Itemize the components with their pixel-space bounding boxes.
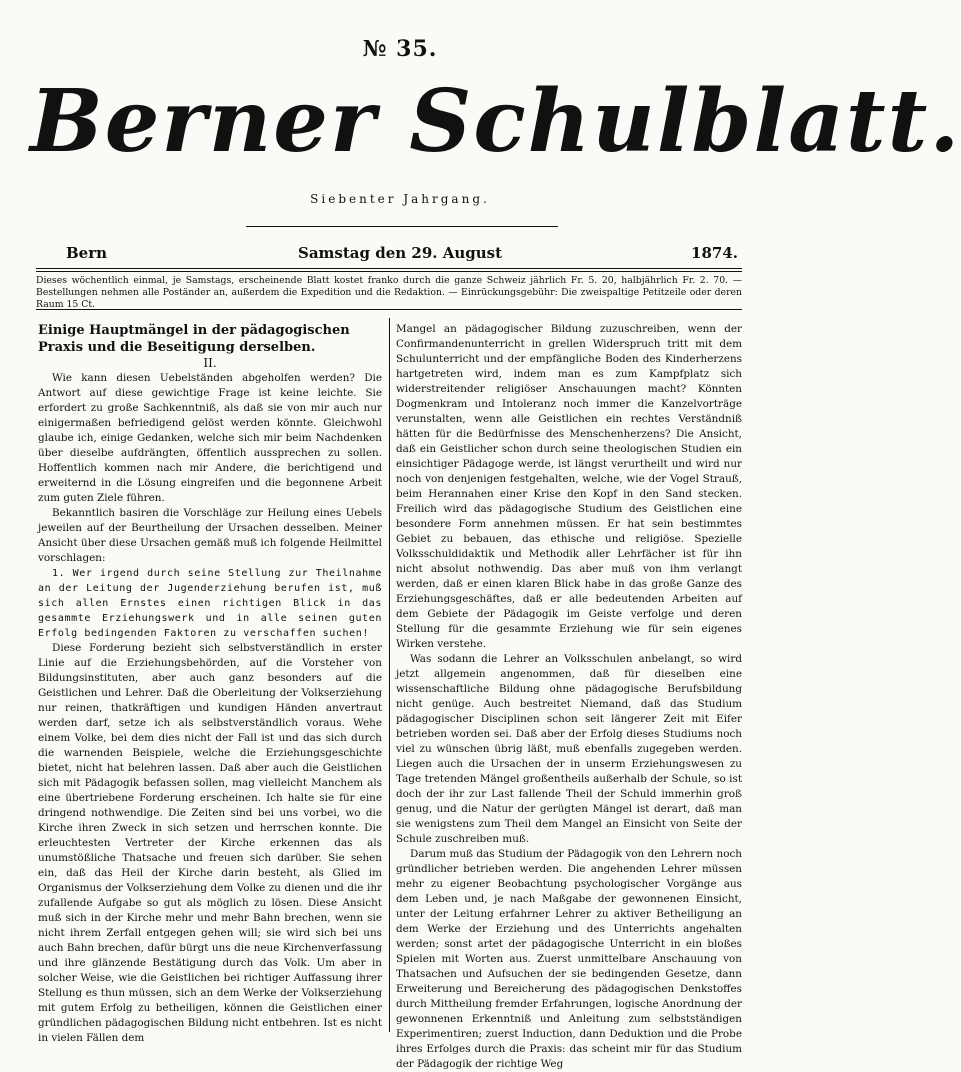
dateline — [66, 244, 738, 264]
article-column-left — [38, 322, 382, 1042]
paragraph: Darum muß das Studium der Pädagogik von den Lehrern noch gründlicher betrieben werden. Die angehenden Lehrer müssen mehr zu eigener Beobachtung psychologischer Vorgänge aus dem Leben und, je nach Maßgabe der gewonnenen Einsicht, unter der Leitung erfahrner Lehrer zu aktiver Betheiligung an dem Werke der Erziehung und des Unterrichts angehalten werden; sonst artet der pädagogische Unterricht in ein bloßes Spielen mit Worten aus. Zuerst unmittelbare Anschauung von Thatsachen und Aufsuchen der sie bedingenden Gesetze, dann Erweiterung und Bereicherung des pädagogischen Denkstoffes durch Mittheilung fremder Erfahrungen, logische Anordnung der gewonnenen Erkenntniß und Anleitung zum selbstständigen Experimentiren; zuerst Induction, dann Deduktion und die Probe ihres Erfolges durch die Praxis: das scheint mir für das Studium der Pädagogik der richtige Weg — [396, 848, 742, 1070]
rule-top-2 — [36, 271, 742, 272]
paragraph: Diese Forderung bezieht sich selbstverständlich in erster Linie auf die Erziehungsbehörden, auf die Vorsteher von Bildungsinstituten, aber auch ganz besonders auf die Geistlichen und Lehrer. Daß die Oberleitung der Volkserziehung nur reinen, thatkräftigen und kundigen Händen anvertraut werden darf, setze ich als selbstverständlich voraus. Wehe einem Volke, bei dem dies nicht der Fall ist und das sich durch die warnenden Beispiele, welche die Erziehungsgeschichte bietet, nicht hat belehren lassen. Daß aber auch die Geistlichen sich mit Pädagogik befassen sollen, mag vielleicht Manchem als eine übertriebene Forderung erscheinen. Ich halte sie für eine dringend nothwendige. Die Zeiten sind bei uns vorbei, wo die Kirche ihren Zweck in sich setzen und herrschen konnte. Die erleuchtesten Vertreter der Kirche erkennen das als unumstößliche Thatsache und freuen sich darüber. Sie sehen ein, daß das Heil der Kirche darin besteht, als Glied im Organismus der Volkserziehung dem Volke zu dienen und die ihr zufallende Aufgabe so gut als möglich zu lösen. Diese Ansicht muß sich in der Kirche mehr und mehr Bahn brechen, wenn sie nicht ihrem Zerfall entgegen gehen will; sie wird sich bei uns auch Bahn brechen, dafür bürgt uns die neue Kirchenverfassung und ihre glänzende Bestätigung durch das Volk. Um aber in solcher Weise, wie die Geistlichen bei richtiger Auffassung ihrer Stellung es thun müssen, sich an dem Werke der Volkserziehung mit gutem Erfolg zu betheiligen, können die Geistlichen einer gründlichen pädagogischen Bildung nicht entbehren. Ist es nicht in vielen Fällen dem — [38, 642, 382, 1044]
paragraph-emphasis: 1. Wer irgend durch seine Stellung zur Theilnahme an der Leitung der Jugenderziehung berufen ist, muß sich allen Ernstes einen richtigen Blick in das gesammte Erziehungswerk und in alle seinen guten Erfolg bedingenden Faktoren zu verschaffen suchen! — [38, 568, 382, 639]
notice-rule — [36, 309, 742, 310]
masthead-title: Berner Schulblatt. — [30, 71, 961, 172]
issue-number: № 35. — [362, 36, 438, 62]
article-title: Einige Hauptmängel in der pädagogischen Praxis und die Beseitigung derselben. — [38, 323, 350, 355]
paragraph: Mangel an pädagogischer Bildung zuzuschreiben, wenn der Confirmandenunterricht in grellen Widerspruch tritt mit dem Schulunterricht und der empfängliche Boden des Kinderherzens hartgetreten wird, indem man es zum Kampfplatz sich widerstreitender religiöser Anschauungen macht? Könnten Dogmenkram und Intoleranz noch immer die Kanzelvorträge verunstalten, wenn alle Geistlichen ein rechtes Verständniß hätten für die Bedürfnisse des Menschenherzens? Die Ansicht, daß ein Geistlicher schon durch seine theologischen Studien ein einsichtiger Pädagoge werde, ist längst verurtheilt und wird nur noch von denjenigen festgehalten, welche, wie der Vogel Strauß, beim Herannahen einer Krise den Kopf in den Sand stecken. Freilich wird das pädagogische Studium des Geistlichen eine besondere Form annehmen müssen. Er hat sein bestimmtes Gebiet zu bebauen, das ethische und religiöse. Spezielle Volksschuldidaktik und Methodik aller Lehrfächer ist für ihn nicht absolut nothwendig. Das aber muß von ihm verlangt werden, daß er einen klaren Blick habe in das große Ganze des Erziehungsgeschäftes, daß er alle bedeutenden Arbeiten auf dem Gebiete der Pädagogik im Geiste verfolge und deren Stellung für die gesammte Erziehung wie für sein eigenes Wirken verstehe. — [396, 323, 742, 650]
rule-top-1 — [36, 268, 742, 269]
dateline-year: 1874. — [691, 244, 738, 262]
paragraph: Bekanntlich basiren die Vorschläge zur Heilung eines Uebels jeweilen auf der Beurtheilung der Ursachen desselben. Meiner Ansicht über diese Ursachen gemäß muß ich folgende Heilmittel vorschlagen: — [38, 507, 382, 564]
column-divider — [389, 318, 390, 1032]
dateline-place: Bern — [66, 244, 108, 262]
paragraph: Wie kann diesen Uebelständen abgeholfen werden? Die Antwort auf diese gewichtige Frage ist keine leichte. Sie erfordert zu große Sachkenntniß, als daß sie von mir auch nur einigermaßen befriedigend gelöst werden könnte. Gleichwohl glaube ich, einige Gedanken, welche sich mir beim Nachdenken über dieselbe aufdrängten, öffentlich aussprechen zu sollen. Hoffentlich kommen nach mir Andere, die berichtigend und erweiternd in die Lösung eingreifen und die begonnene Arbeit zum guten Ziele führen. — [38, 372, 382, 504]
subscription-notice: Dieses wöchentlich einmal, je Samstags, erscheinende Blatt kostet franko durch die ganze Schweiz jährlich Fr. 5. 20, halbjährlich Fr. 2. 70. — Bestellungen nehmen alle Poständer an, außerdem die Expedition und die Redaktion. — Einrückungsgebühr: Die zweispaltige Petitzeile oder deren Raum 15 Ct. — [36, 275, 742, 310]
dateline-date: Samstag den 29. August — [298, 244, 503, 262]
article-column-right — [396, 322, 742, 1070]
paragraph: Was sodann die Lehrer an Volksschulen anbelangt, so wird jetzt allgemein angenommen, daß für dieselben eine wissenschaftliche Bildung ohne pädagogische Berufsbildung nicht genüge. Auch bestreitet Niemand, daß das Studium pädagogischer Disciplinen schon seit längerer Zeit mit Eifer betrieben worden sei. Daß aber der Erfolg dieses Studiums noch viel zu wünschen übrig läßt, muß ebenfalls zugegeben werden. Liegen auch die Ursachen der in unserm Erziehungswesen zu Tage tretenden Mängel großentheils außerhalb der Schule, so ist doch der ihr zur Last fallende Theil der Schuld immerhin groß genug, und die Natur der gerügten Mängel ist derart, daß man sie wenigstens zum Theil dem Mangel an Einsicht von Seite der Schule zuschreiben muß. — [396, 653, 742, 845]
short-rule — [246, 226, 558, 227]
volume-line: Siebenter Jahrgang. — [310, 192, 490, 206]
section-number: II. — [203, 356, 217, 370]
